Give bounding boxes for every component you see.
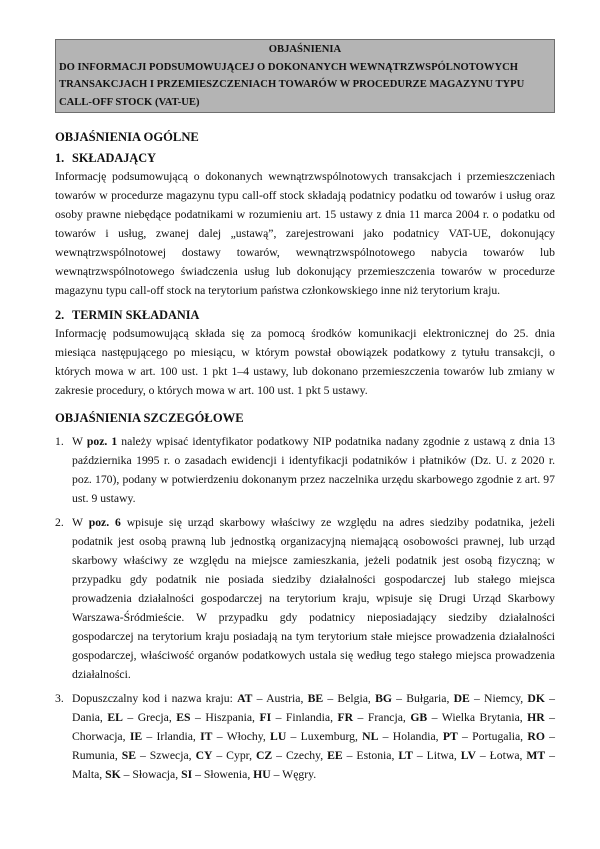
- section-2-text: Informację podsumowującą składa się za pomocą środków komunikacji elektronicznej do 25. dnia miesiąca następującego po miesiącu, w którym powstał obowiązek podatkowy z tytułu transakcji, o których mowa w art. 100 ust. 1 pkt 1–4 ustawy, lub dokonano przemieszczenia towarów lub zmiany w zakresie procedury, o których mowa w art. 100 ust. 1 pkt 5 ustawy.: [55, 327, 555, 397]
- country-code: SE: [121, 749, 137, 762]
- country-code: SI: [181, 768, 193, 781]
- country-code: PT: [442, 730, 458, 743]
- country-code: SK: [105, 768, 121, 781]
- document-subtitle-line-3: CALL-OFF STOCK (VAT-UE): [59, 96, 200, 108]
- country-name: – Słowenia,: [192, 768, 254, 781]
- document-subtitle-line-2: TRANSAKCJACH I PRZEMIESZCZENIACH TOWARÓW W PROCEDURZE MAGAZYNU TYPU: [59, 79, 525, 90]
- country-name: – Bułgaria,: [391, 692, 454, 705]
- country-code: NL: [362, 730, 379, 743]
- country-code: FR: [337, 711, 354, 724]
- country-name: – Malta,: [72, 749, 556, 781]
- country-code: RO: [527, 730, 545, 743]
- item-text: [72, 513, 555, 684]
- item-body: należy wpisać identyfikator podatkowy NIP podatnika nadany zgodnie z ustawą z dnia 13 października 1995 r. o zasadach ewidencji i identyfikacji podatników i płatników (Dz. U. z 2020 r. poz. 170), podany w potwierdzeniu dokonanym przez naczelnika urzędu skarbowego zgodnie z art. 97 ust. 9 ustawy.: [72, 435, 555, 505]
- section-2-heading: [55, 306, 555, 324]
- country-name: – Belgia,: [323, 692, 376, 705]
- document-page: [55, 39, 555, 784]
- country-name: – Wielka Brytania,: [427, 711, 528, 724]
- item-text: [72, 432, 555, 508]
- country-name: – Hiszpania,: [190, 711, 260, 724]
- document-title: OBJAŚNIENIA: [268, 44, 342, 55]
- country-code: CY: [195, 749, 213, 762]
- country-name: – Słowacja,: [120, 768, 182, 781]
- item-number: 1.: [55, 435, 64, 448]
- section-title: SKŁADAJĄCY: [72, 151, 157, 165]
- item-prefix: W: [72, 516, 89, 529]
- country-code: CZ: [255, 749, 273, 762]
- country-name: – Cypr,: [212, 749, 256, 762]
- country-name: – Austria,: [252, 692, 308, 705]
- country-code: ES: [176, 711, 191, 724]
- section-title: TERMIN SKŁADANIA: [72, 308, 200, 322]
- country-name: – Czechy,: [272, 749, 328, 762]
- country-code: FI: [259, 711, 272, 724]
- country-code: LV: [460, 749, 476, 762]
- country-code-list: [72, 689, 555, 784]
- item-intro: Dopuszczalny kod i nazwa kraju:: [72, 692, 238, 705]
- document-header-box: [55, 39, 555, 113]
- country-name: – Niemcy,: [469, 692, 528, 705]
- general-heading: OBJAŚNIENIA OGÓLNE: [55, 130, 199, 144]
- country-code: DK: [527, 692, 545, 705]
- country-name: – Holandia,: [378, 730, 443, 743]
- country-code: HR: [527, 711, 545, 724]
- country-name: – Finlandia,: [271, 711, 338, 724]
- country-name: – Dania,: [72, 692, 555, 724]
- country-name: – Francja,: [353, 711, 411, 724]
- item-prefix: W: [72, 435, 87, 448]
- item-number: 3.: [55, 692, 64, 705]
- section-number: 1.: [55, 151, 65, 165]
- document-subtitle-line-1: DO INFORMACJI PODSUMOWUJĄCEJ O DOKONANYCH WEWNĄTRZWSPÓLNOTOWYCH: [59, 61, 518, 73]
- country-code: BG: [375, 692, 392, 705]
- item-number: 2.: [55, 516, 64, 529]
- field-reference: poz. 6: [88, 516, 121, 529]
- country-code: LT: [398, 749, 413, 762]
- country-name: – Portugalia,: [457, 730, 528, 743]
- detailed-item-2: [55, 513, 555, 684]
- country-code: EE: [327, 749, 343, 762]
- section-1-text: Informację podsumowującą o dokonanych wewnątrzwspólnotowych transakcjach i przemieszczeniach towarów w procedurze magazynu typu call-off stock składają podatnicy podatku od towarów i usług oraz osoby prawne niebędące podatnikami w rozumieniu art. 15 ustawy z dnia 11 marca 2004 r. o podatku od towarów i usług, zwanej dalej „ustawą”, zarejestrowani jako podatnicy VAT-UE, dokonujący wewnątrzwspólnotowej dostawy towarów, wewnątrzwspólnotowego nabycia towarów lub wewnątrzwspólnotowego świadczenia usług lub dokonujący przemieszczenia towarów w procedurze magazynu typu call-off stock na terytorium państwa członkowskiego inne niż terytorium kraju.: [55, 170, 555, 297]
- detailed-heading: OBJAŚNIENIA SZCZEGÓŁOWE: [55, 411, 244, 425]
- country-code: MT: [526, 749, 546, 762]
- detailed-item-1: [55, 432, 555, 508]
- item-body: wpisuje się urząd skarbowy właściwy ze względu na adres siedziby podatnika, jeżeli podatnik jest osobą prawną lub jednostką organizacyjną niemającą osobowości prawnej, lub urząd skarbowy właściwy ze względu na miejsce zamieszkania, jeżeli podatnik jest osobą fizyczną; w przypadku gdy podatnik nie posiada siedziby działalności gospodarczej lub stałego miejsca prowadzenia działalności gospodarczej na terytorium kraju, wpisuje się Drugi Urząd Skarbowy Warszawa-Śródmieście. W przypadku gdy podatnicy nieposiadający siedziby działalności gospodarczej na terytorium kraju posiadają na tym terytorium stałe miejsce prowadzenia działalności gospodarczej, właściwość organów podatkowych ustala się według tego stałego miejsca prowadzenia działalności.: [72, 516, 556, 681]
- country-name: – Szwecja,: [136, 749, 196, 762]
- country-code: HU: [253, 768, 271, 781]
- country-code: GB: [410, 711, 428, 724]
- country-name: – Irlandia,: [142, 730, 201, 743]
- country-code: BE: [307, 692, 324, 705]
- country-name: – Grecja,: [122, 711, 177, 724]
- section-number: 2.: [55, 308, 65, 322]
- field-reference: poz. 1: [86, 435, 118, 448]
- country-code: IE: [129, 730, 143, 743]
- country-name: – Łotwa,: [475, 749, 527, 762]
- country-code: LU: [270, 730, 287, 743]
- country-name: – Litwa,: [412, 749, 461, 762]
- country-name: – Węgry.: [270, 768, 317, 781]
- country-code: DE: [453, 692, 470, 705]
- country-name: – Włochy,: [212, 730, 271, 743]
- country-code: AT: [237, 692, 253, 705]
- country-code: EL: [107, 711, 123, 724]
- country-name: – Estonia,: [342, 749, 399, 762]
- detailed-item-3: [55, 689, 555, 784]
- country-name: – Chorwacja,: [72, 711, 556, 743]
- country-code: IT: [200, 730, 213, 743]
- country-name: – Rumunia,: [72, 730, 556, 762]
- section-1-heading: [55, 149, 555, 167]
- country-name: – Luxemburg,: [286, 730, 363, 743]
